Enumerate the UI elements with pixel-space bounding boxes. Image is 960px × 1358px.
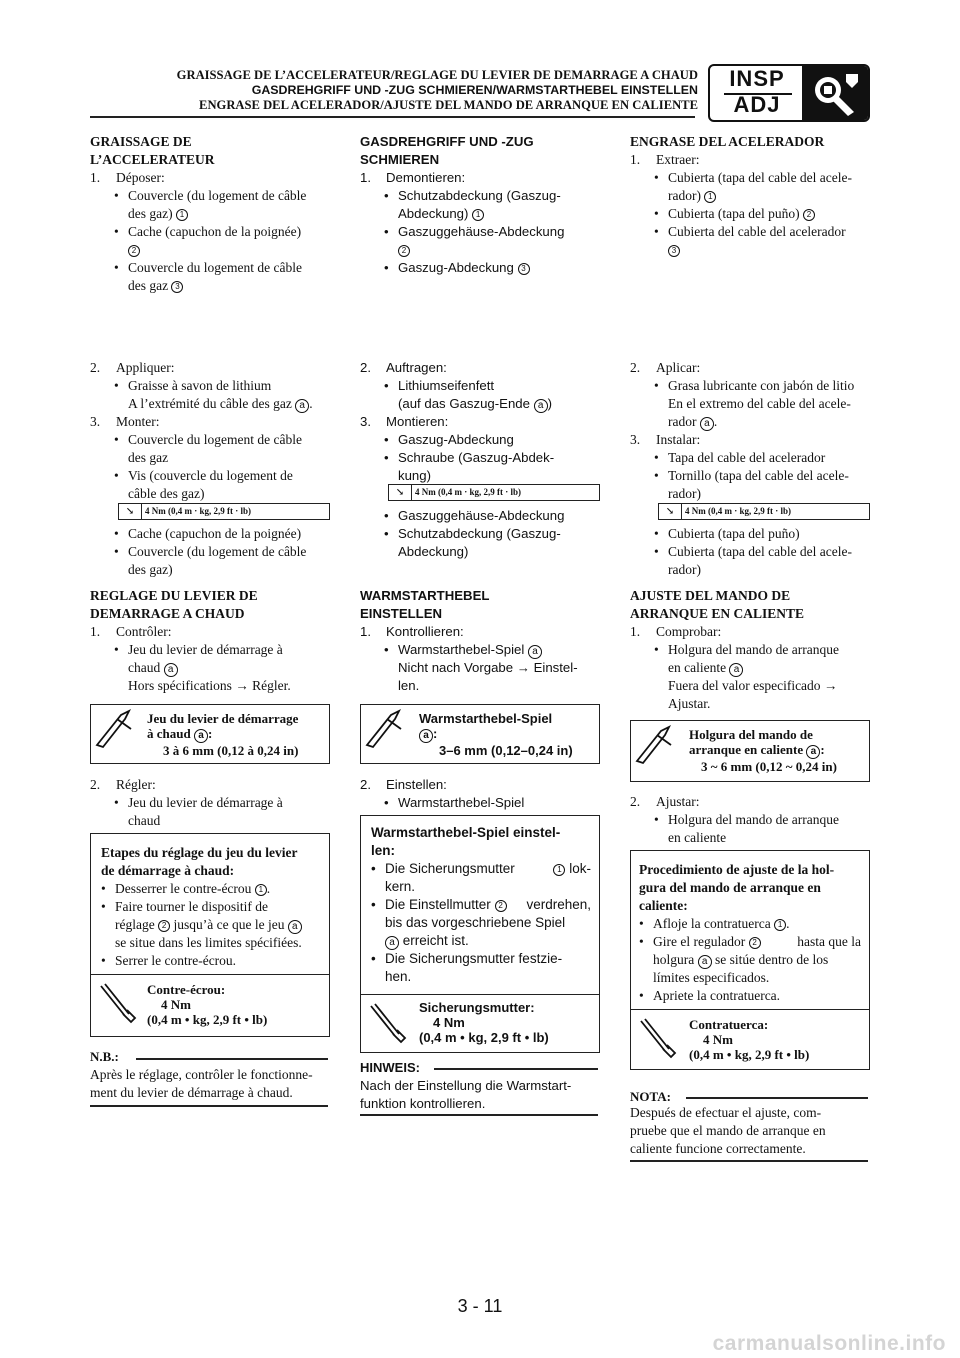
es-step-adjust: 2. Ajustar: • Holgura del mando de arranque en caliente [630, 793, 868, 847]
badge-icon-panel [802, 66, 868, 120]
nut-value-2: (0,4 m • kg, 2,9 ft • lb) [147, 1012, 268, 1027]
item-text: Jeu du levier de démarrage à [128, 642, 283, 657]
step-label: Régler: [116, 777, 156, 792]
es-column-top: ENGRASE DEL ACELERADOR 1. Extraer: • Cubierta (tapa del cable del acele- rador) 1 • Cubierta (tapa del puño) 2 • Cubierta del cable del acelerador 3 [630, 133, 868, 259]
marker-a: a [528, 645, 542, 659]
list-item: • Vis (couvercle du logement de [90, 467, 328, 485]
fr-procedure-box [90, 833, 330, 1037]
list-item: • Cubierta (tapa del puño) [654, 526, 800, 541]
header-rule [90, 116, 695, 118]
torque-wrench-icon: ↘ [389, 485, 412, 500]
divider [361, 994, 599, 995]
marker-a: a [534, 399, 548, 413]
list-item: • Holgura del mando de arranque [654, 642, 839, 657]
fr-step-2 [90, 359, 328, 377]
marker-a: a [288, 920, 302, 934]
de-spec-box [360, 704, 600, 764]
de-column-top [360, 133, 598, 277]
item-text: Jeu du levier de démarrage à [128, 795, 283, 810]
torque-wrench-icon [365, 1000, 409, 1048]
badge-adj-text: ADJ [733, 92, 781, 117]
step-number: 2. [90, 777, 101, 792]
spec-value: 3 à 6 mm (0,12 à 0,24 in) [163, 743, 299, 758]
de-step-2: 2. Auftragen: [360, 360, 447, 375]
fr-step-1 [90, 623, 328, 641]
spec-label [147, 711, 298, 758]
fr-spec-box [90, 704, 330, 764]
item-text: des gaz [128, 278, 169, 293]
list-item: • Faire tourner le dispositif de [101, 899, 268, 914]
es-spec-box [630, 720, 870, 782]
item-text: Vis (couvercle du logement de [128, 468, 293, 483]
list-item: • Gaszug-Abdeckung 3 [360, 259, 598, 277]
header-title-es: ENGRASE DEL ACELERADOR/AJUSTE DEL MANDO DE ARRANQUE EN CALIENTE [199, 98, 698, 112]
es-column-mid: 2. Aplicar: • Grasa lubricante con jabón de litio En el extremo del cable del acele- rador a . 3. Instalar: • Tapa del cable del acelerador • Tornillo (tapa del cable del acele- rador) • Cubierta (tapa del puño) • Cubierta (tapa del cable del acele- rador) [630, 359, 868, 579]
marker-2: 2 [398, 245, 410, 257]
torque-wrench-icon [635, 1015, 679, 1063]
list-item: • Holgura del mando de arranque [654, 812, 839, 827]
note-rule [686, 1097, 868, 1099]
list-item: • Gaszug-Abdeckung [384, 432, 514, 447]
spec-line: à chaud a : [147, 726, 213, 741]
list-item-cont: kung) [398, 468, 431, 483]
step-number: 3. [90, 414, 101, 429]
note-end-rule [360, 1114, 598, 1116]
fr-note [90, 1066, 328, 1102]
torque-wrench-icon: ↘ [119, 504, 142, 519]
list-item-cont: câble des gaz) [128, 486, 205, 501]
note-label: HINWEIS: [360, 1060, 420, 1075]
fr-section-title-2: DEMARRAGE A CHAUD [90, 606, 245, 621]
header-title-fr: GRAISSAGE DE L’ACCELERATEUR/REGLAGE DU LEVIER DE DEMARRAGE A CHAUD [176, 68, 698, 82]
list-item: • Die Sicherungsmutter festzie- [371, 951, 563, 966]
de-column-adjust: WARMSTARTHEBEL EINSTELLEN 1. Kontrollieren: • Warmstarthebel-Spiel a Nicht nach Vorgabe → Einstel- len. [360, 587, 598, 695]
marker-a: a [419, 729, 433, 743]
nut-spec: Contratuerca: 4 Nm (0,4 m • kg, 2,9 ft • lb) [689, 1017, 810, 1062]
de-step-1: 1. Demontieren: [360, 170, 466, 185]
es-column-adjust: AJUSTE DEL MANDO DE ARRANQUE EN CALIENTE 1. Comprobar: • Holgura del mando de arranque en caliente a Fuera del valor especificado → Ajustar. [630, 587, 868, 713]
item-text: Graisse à savon de lithium [128, 378, 272, 393]
procedure-text: Procedimiento de ajuste de la hol- gura del mando de arranque en caliente: • Afloje la contratuerca 1 . • Gire el regulador 2 hasta que la holgura a se sitúe dentro de los límites especificados. • Apriete la contratuerca. [639, 862, 861, 1003]
list-item-cont: se situe dans les limites spécifiées. [115, 935, 302, 950]
spec-label: Warmstarthebel-Spiel a : 3–6 mm (0,12–0,24 in) [419, 711, 573, 758]
list-item: • Jeu du levier de démarrage à [90, 794, 328, 812]
marker-2: 2 [158, 920, 170, 932]
list-item: • Desserrer le contre-écrou 1 . [101, 881, 271, 896]
torque-wrench-icon [95, 980, 139, 1028]
procedure-title-2: de démarrage à chaud: [101, 863, 235, 878]
list-item: • Cache (capuchon de la poignée) [90, 223, 328, 241]
list-item: • Cubierta (tapa del puño) 2 [630, 205, 868, 223]
caliper-icon [631, 721, 679, 767]
fr-column-adjust [90, 587, 328, 695]
fr-section-title: GRAISSAGE DE [90, 134, 192, 149]
list-item: • Serrer le contre-écrou. [101, 953, 237, 968]
list-item: • Die Sicherungsmutter 1 lok- [371, 861, 591, 876]
nut-spec: Sicherungsmutter: 4 Nm (0,4 m • kg, 2,9 ft • lb) [419, 1000, 549, 1045]
item-text: Cache (capuchon de la poignée) [128, 224, 302, 239]
list-item-cont: Hors spécifications → Régler. [128, 678, 291, 693]
marker-1: 1 [255, 884, 267, 896]
list-item-cont: (auf das Gaszug-Ende a ) [398, 396, 553, 411]
list-item-cont: Abdeckung) 1 [360, 205, 598, 223]
list-item-cont: len. [398, 678, 420, 693]
list-item: • Couvercle (du logement de câble [90, 543, 328, 561]
list-item: • Cache (capuchon de la poignée) [90, 525, 328, 543]
list-item: • Cubierta (tapa del cable del acele- [654, 544, 853, 559]
note-rule [434, 1068, 598, 1070]
wrench-inspection-icon [802, 66, 868, 120]
divider [91, 974, 329, 975]
marker-3: 3 [171, 281, 183, 293]
list-item: • Couvercle du logement de câble [90, 259, 328, 277]
list-item-cont [90, 205, 328, 223]
item-text: Couvercle du logement de câble [128, 432, 302, 447]
marker-a: a [194, 729, 208, 743]
list-item: • Schraube (Gaszug-Abdek- [384, 450, 555, 465]
badge-insp-text: INSP [729, 66, 785, 91]
de-step-adjust: 2. Einstellen: • Warmstarthebel-Spiel [360, 776, 598, 812]
step-label: Monter: [116, 414, 160, 429]
step-number: 2. [90, 360, 101, 375]
de-note: Nach der Einstellung die Warmstart- funktion kontrollieren. [360, 1078, 572, 1111]
torque-wrench-icon: ↘ [659, 504, 682, 519]
nut-spec [147, 982, 267, 1027]
list-item-cont: chaud [128, 813, 161, 828]
de-section-title-2: SCHMIEREN [360, 152, 440, 167]
step-number: 1. [90, 624, 101, 639]
marker-2: 2 [128, 245, 140, 257]
list-item-cont: des gaz) [128, 562, 173, 577]
header-title-de: GASDREHGRIFF UND -ZUG SCHMIEREN/WARMSTARTHEBEL EINSTELLEN [251, 83, 698, 97]
list-item-cont: Nicht nach Vorgabe → Einstel- [398, 660, 578, 675]
marker-a: a [164, 663, 178, 677]
procedure-title: Etapes du réglage du jeu du levier [101, 845, 298, 860]
procedure-text [101, 844, 321, 970]
de-column-mid [360, 359, 598, 561]
item-text: Cache (capuchon de la poignée) [128, 526, 302, 541]
item-text: A l’extrémité du câble des gaz [128, 396, 292, 411]
divider [631, 1009, 869, 1010]
list-item: • Graisse à savon de lithium [90, 377, 328, 395]
list-item-cont: réglage 2 jusqu’à ce que le jeu a [101, 916, 321, 934]
list-item: • Couvercle du logement de câble [90, 431, 328, 449]
list-item: • Warmstarthebel-Spiel [384, 795, 525, 810]
step-label: Appliquer: [116, 360, 175, 375]
caliper-icon [91, 705, 139, 751]
torque-spec: ↘ 4 Nm (0,4 m · kg, 2,9 ft · lb) [658, 503, 870, 520]
note-text: Après le réglage, contrôler le fonctionne- [90, 1067, 313, 1082]
list-item: • Cubierta (tapa del cable del acele- [654, 170, 853, 185]
torque-value: 4 Nm (0,4 m · kg, 2,9 ft · lb) [145, 506, 251, 516]
spec-value: 3–6 mm (0,12–0,24 in) [439, 743, 573, 758]
de-procedure-box [360, 815, 600, 1053]
marker-a: a [295, 399, 309, 413]
note-label: N.B.: [90, 1049, 119, 1064]
de-step-1: 1. Kontrollieren: [360, 624, 464, 639]
list-item: • Lithiumseifenfett [384, 378, 495, 393]
note-rule [136, 1058, 328, 1060]
nut-value: 4 Nm [161, 997, 191, 1012]
list-item-cont: Abdeckung) [398, 544, 469, 559]
page-number: 3 - 11 [457, 1296, 503, 1316]
watermark: carmanualsonline.info [712, 1332, 946, 1355]
step-label: Demontieren: [386, 170, 466, 185]
nut-label: Contre-écrou: [147, 982, 226, 997]
item-text: des gaz) [128, 206, 173, 221]
list-item-cont [90, 241, 328, 259]
list-item-cont [90, 659, 328, 677]
item-text: Couvercle (du logement de câble [128, 544, 307, 559]
list-item: • Tornillo (tapa del cable del acele- [654, 468, 849, 483]
de-step-3: 3. Montieren: [360, 414, 449, 429]
note-label: NOTA: [630, 1089, 671, 1104]
marker-3: 3 [518, 263, 530, 275]
item-text: Couvercle (du logement de câble [128, 188, 307, 203]
step-label: Déposer: [116, 170, 165, 185]
step-label: Contrôler: [116, 624, 172, 639]
fr-section-title: REGLAGE DU LEVIER DE [90, 588, 258, 603]
spec-line: Jeu du levier de démarrage [147, 711, 299, 726]
list-item: • Gaszuggehäuse-Abdeckung [384, 508, 565, 523]
list-item: • Couvercle (du logement de câble [114, 188, 307, 203]
list-item: • Cubierta del cable del acelerador [654, 224, 846, 239]
list-item-cont [360, 241, 598, 259]
list-item: • Jeu du levier de démarrage à [90, 641, 328, 659]
note-end-rule [90, 1105, 328, 1107]
list-item: • Schutzabdeckung (Gaszug- [384, 526, 561, 541]
list-item: • Tapa del cable del acelerador [654, 450, 826, 465]
step-number: 1. [90, 170, 101, 185]
spec-label: Holgura del mando de arranque en caliente a : 3 ~ 6 mm (0,12 ~ 0,24 in) [689, 727, 837, 774]
list-item: • Warmstarthebel-Spiel a [360, 641, 598, 659]
fr-step-3 [90, 413, 328, 431]
insp-adj-badge [708, 64, 870, 122]
list-item-cont: des gaz [128, 450, 169, 465]
torque-spec: ↘ 4 Nm (0,4 m · kg, 2,9 ft · lb) [388, 484, 600, 501]
list-item: • Die Einstellmutter 2 verdrehen, [371, 897, 591, 912]
item-text: Couvercle du logement de câble [128, 260, 302, 275]
note-end-rule [630, 1160, 868, 1162]
item-text: chaud [128, 660, 161, 675]
marker-1: 1 [176, 209, 188, 221]
de-section-title: GASDREHGRIFF UND -ZUG [360, 134, 534, 149]
procedure-text: Warmstarthebel-Spiel einstel- len: • Die Sicherungsmutter 1 lok- kern. • Die Einstellmutter 2 verdrehen, bis das vorgeschriebene Spiel a erreicht ist. • Die Sicherungsmutter festzie- hen. [371, 825, 591, 984]
list-item: • Schutzabdeckung (Gaszug- [384, 188, 561, 203]
fr-step-2 [90, 776, 328, 794]
es-note: Después de efectuar el ajuste, com- pruebe que el mando de arranque en caliente funcione correctamente. [630, 1105, 826, 1156]
note-text-2: ment du levier de démarrage à chaud. [90, 1085, 293, 1100]
caliper-icon [361, 705, 409, 751]
fr-step-adjust [90, 776, 328, 830]
list-item-cont [90, 277, 328, 295]
header [177, 68, 698, 113]
fr-section-title-2: L’ACCELERATEUR [90, 152, 215, 167]
fr-step-1 [90, 169, 328, 187]
list-item-cont: A l’extrémité du câble des gaz a . [128, 396, 313, 411]
es-procedure-box [630, 850, 870, 1070]
list-item: • Gaszuggehäuse-Abdeckung [384, 224, 565, 239]
list-item: • Grasa lubricante con jabón de litio [654, 378, 855, 393]
marker-1: 1 [472, 209, 484, 221]
fr-column-top [90, 133, 328, 295]
fr-column-mid [90, 359, 328, 579]
torque-spec [118, 503, 330, 520]
